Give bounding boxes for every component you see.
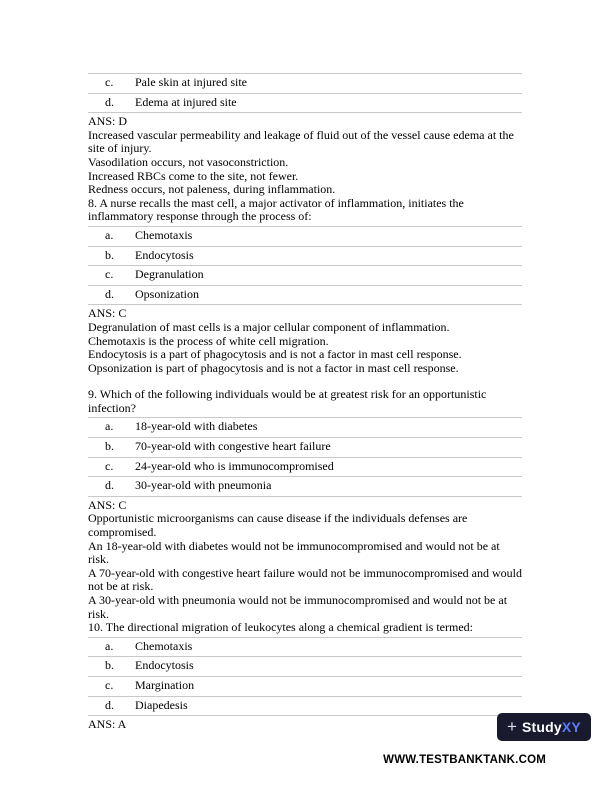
option-letter: b.: [105, 658, 114, 673]
rationale-line: Increased RBCs come to the site, not fewer.: [88, 168, 299, 183]
option-row: [88, 417, 522, 437]
option-row: [88, 656, 522, 676]
option-row: [88, 93, 522, 113]
option-text: Chemotaxis: [135, 638, 193, 653]
brand-xy: XY: [561, 719, 581, 735]
rationale-line: Endocytosis is a part of phagocytosis and is not a factor in mast cell response.: [88, 347, 462, 362]
rationale-line: An 18-year-old with diabetes would not be immunocompromised and would not be at risk.: [88, 538, 500, 567]
rationale-line: Increased vascular permeability and leakage of fluid out of the vessel cause edema at the site of injury.: [88, 127, 514, 156]
option-row: [88, 637, 522, 657]
question-stem: 9. Which of the following individuals would be at greatest risk for an opportunistic infection?: [88, 387, 487, 415]
option-letter: d.: [105, 94, 114, 109]
option-text: Endocytosis: [135, 658, 194, 673]
option-text: 30-year-old with pneumonia: [135, 478, 272, 493]
rationale-line: Chemotaxis is the process of white cell migration.: [88, 333, 329, 348]
option-row: [88, 246, 522, 266]
option-letter: c.: [105, 267, 114, 282]
option-text: Pale skin at injured site: [135, 75, 247, 89]
option-letter: c.: [105, 75, 114, 89]
option-text: 18-year-old with diabetes: [135, 419, 258, 434]
options-table: [88, 417, 522, 496]
options-table: [88, 226, 522, 305]
option-row: [88, 285, 522, 305]
option-letter: c.: [105, 458, 114, 473]
option-row: [88, 437, 522, 457]
option-text: Chemotaxis: [135, 227, 193, 242]
option-letter: a.: [105, 638, 114, 653]
option-row: [88, 476, 522, 496]
option-letter: b.: [105, 247, 114, 262]
rationale-line: Degranulation of mast cells is a major cellular component of inflammation.: [88, 319, 450, 334]
option-letter: d.: [105, 286, 114, 301]
answer-line: ANS: C: [88, 306, 127, 321]
option-letter: d.: [105, 478, 114, 493]
option-letter: a.: [105, 227, 114, 242]
rationale-line: A 70-year-old with congestive heart failure would not be immunocompromised and would not be at risk.: [88, 565, 522, 594]
rationale-line: A 30-year-old with pneumonia would not be immunocompromised and would not be at risk.: [88, 593, 508, 621]
option-row: [88, 226, 522, 246]
option-text: Edema at injured site: [135, 94, 237, 109]
answer-line: ANS: A: [88, 717, 127, 732]
rationale-line: Opsonization is part of phagocytosis and is not a factor in mast cell response.: [88, 360, 459, 375]
option-text: Diapedesis: [135, 697, 188, 712]
option-text: Degranulation: [135, 267, 204, 282]
option-letter: a.: [105, 419, 114, 434]
option-row: [88, 73, 522, 93]
question-stem: 8. A nurse recalls the mast cell, a major activator of inflammation, initiates the inflammatory response through the process of:: [88, 195, 464, 224]
option-text: 70-year-old with congestive heart failure: [135, 439, 331, 454]
option-row: [88, 696, 522, 716]
website-url: WWW.TESTBANKTANK.COM: [383, 754, 546, 766]
rationale-line: Redness occurs, not paleness, during inflammation.: [88, 182, 336, 197]
option-text: 24-year-old who is immunocompromised: [135, 458, 334, 473]
studyxy-logo: [497, 713, 591, 741]
brand-text: [522, 719, 581, 735]
page-content: [88, 71, 522, 732]
option-text: Opsonization: [135, 286, 199, 301]
options-table: [88, 73, 522, 113]
option-row: [88, 265, 522, 285]
option-letter: c.: [105, 677, 114, 692]
option-text: Margination: [135, 677, 195, 692]
option-row: [88, 676, 522, 696]
option-row: [88, 457, 522, 477]
option-letter: b.: [105, 439, 114, 454]
option-text: Endocytosis: [135, 247, 194, 262]
brand-study: Study: [521, 719, 562, 735]
rationale-line: Vasodilation occurs, not vasoconstriction.: [88, 154, 289, 169]
rationale-line: Opportunistic microorganisms can cause disease if the individuals defenses are compromised.: [88, 511, 468, 540]
question-stem: 10. The directional migration of leukocytes along a chemical gradient is termed:: [88, 620, 473, 635]
answer-line: ANS: C: [88, 497, 127, 512]
answer-line: ANS: D: [88, 114, 128, 129]
options-table: [88, 637, 522, 716]
plus-icon: +: [507, 716, 517, 736]
option-letter: d.: [105, 697, 114, 712]
